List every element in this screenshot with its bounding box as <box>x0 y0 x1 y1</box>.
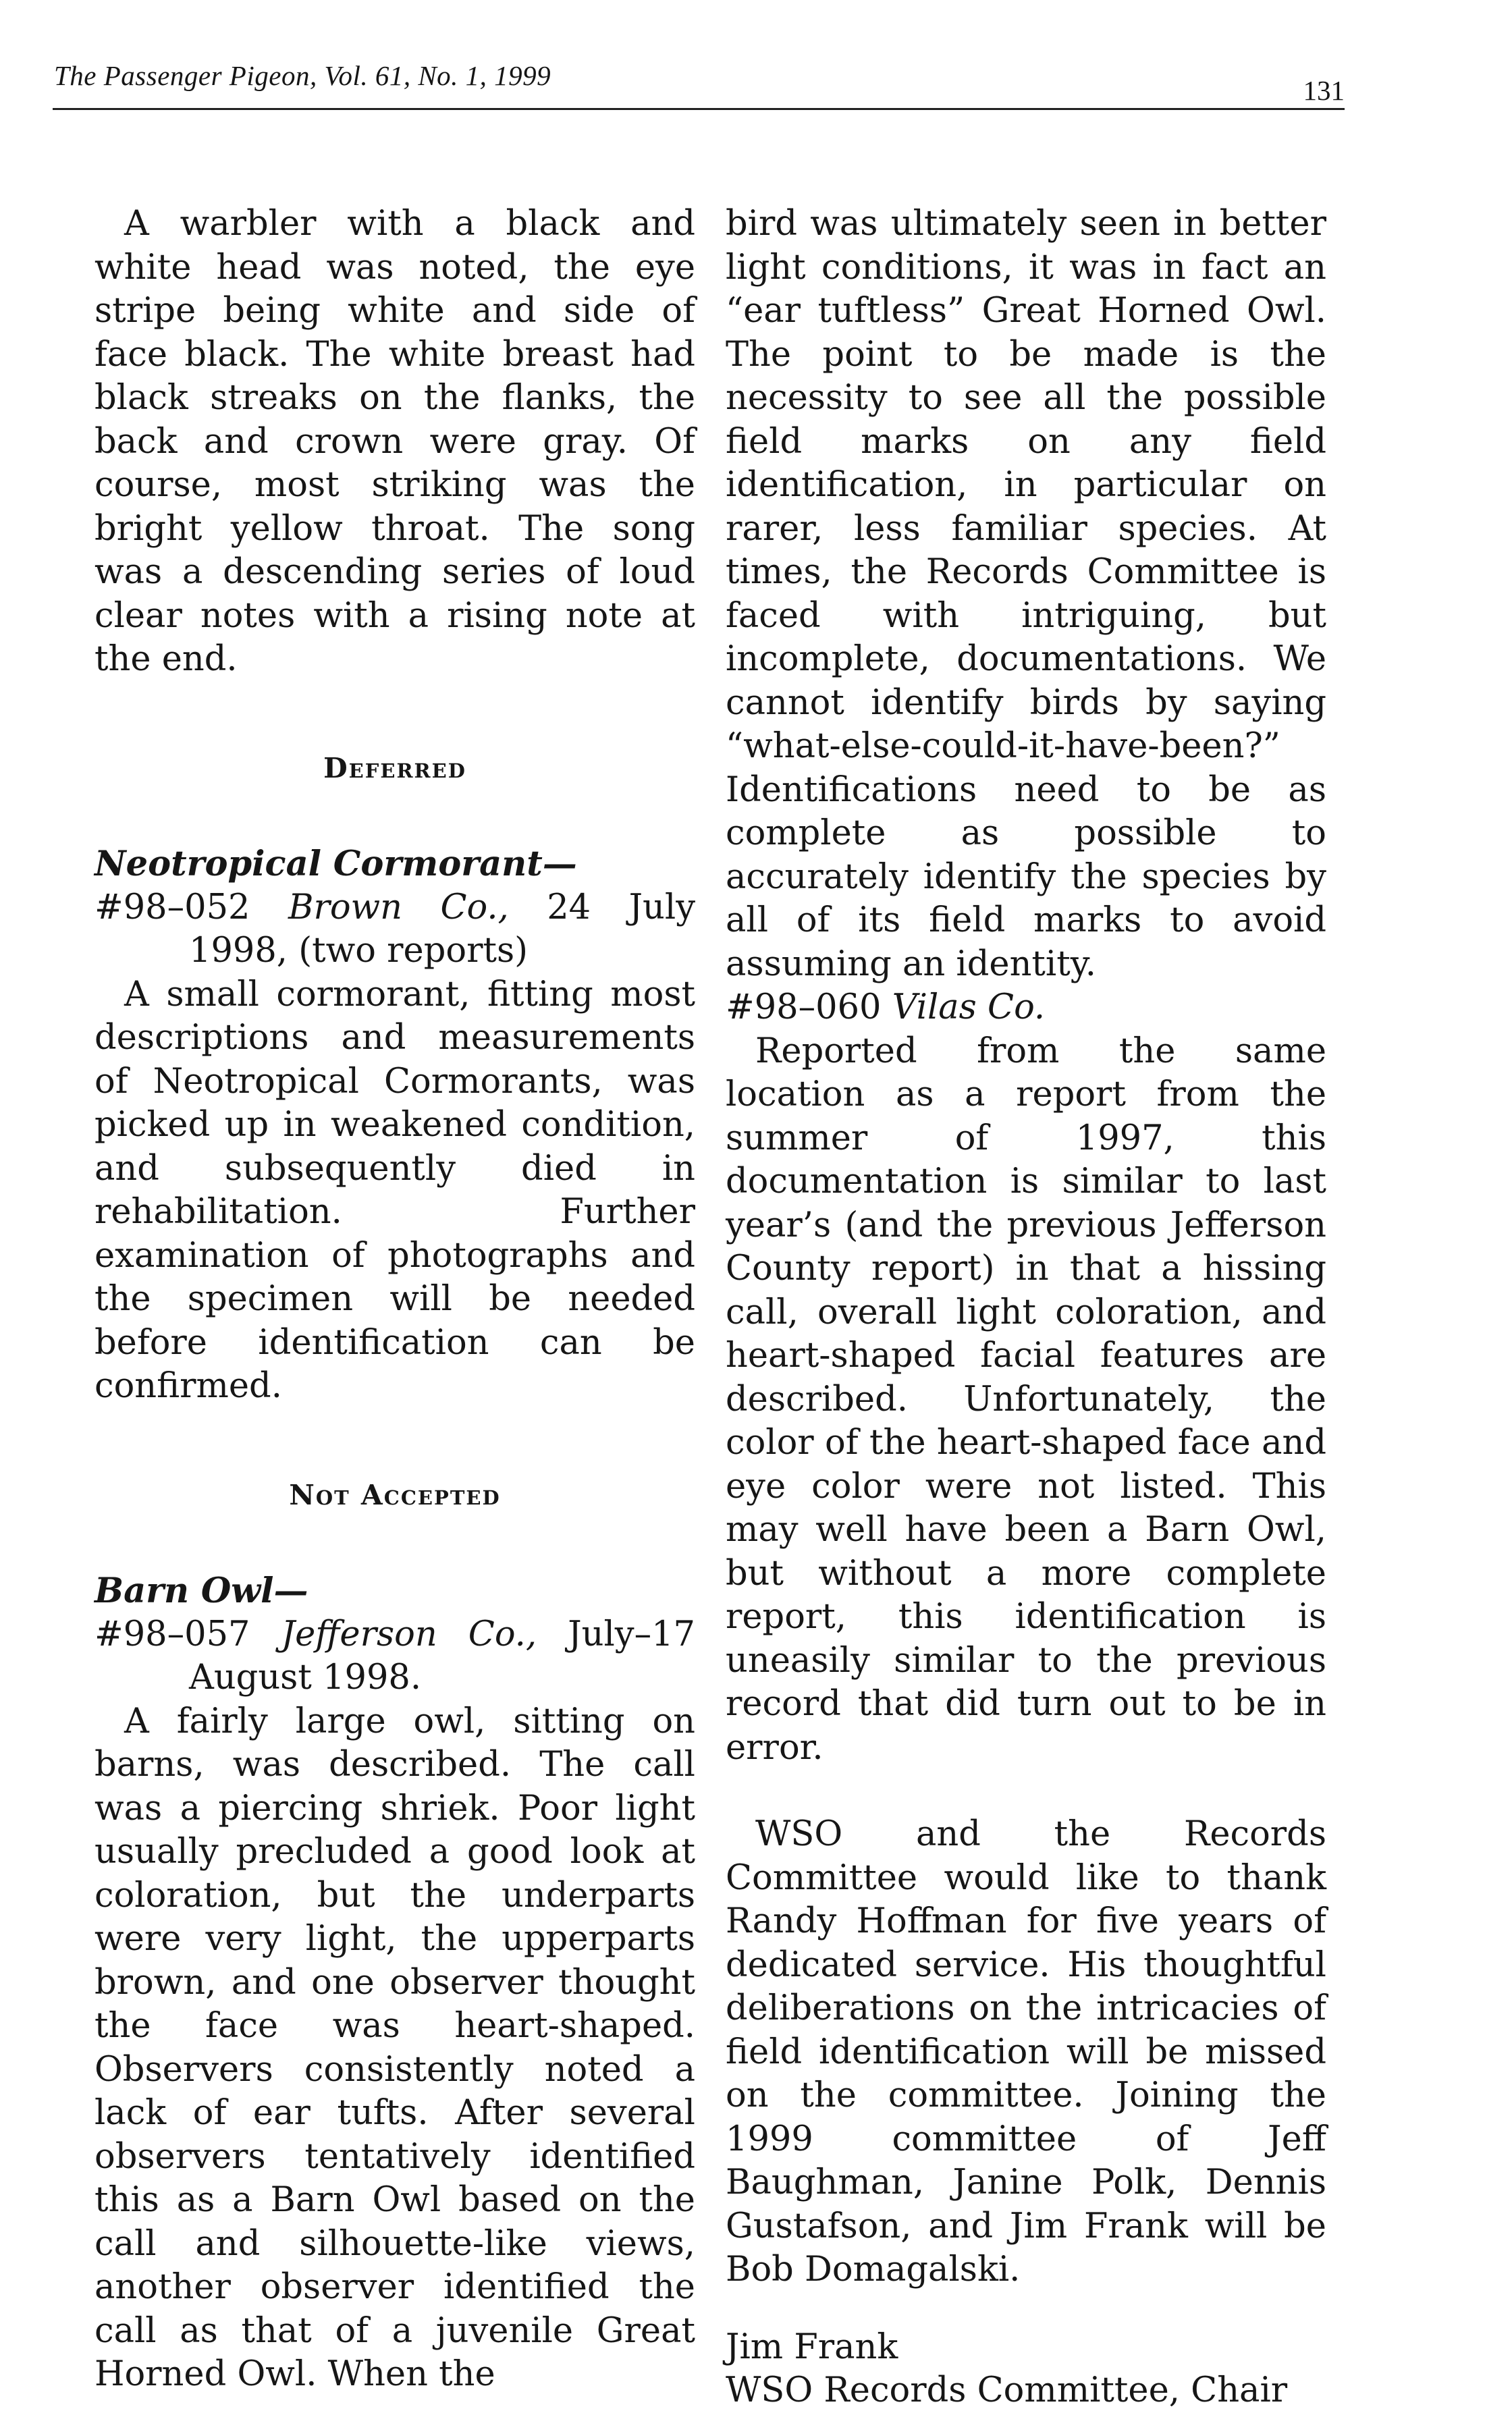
cormorant-record <box>94 886 695 973</box>
record-county: Brown Co., <box>288 887 509 927</box>
record-county: Vilas Co. <box>892 987 1046 1027</box>
record-details: 24 July 1998, (two reports) <box>189 887 696 971</box>
barn-owl-record <box>94 1613 695 1700</box>
vilas-description: Reported from the same location as a report from the summer of 1997, this documentation is similar to last year’s (and the previous Jefferson County report) in that a hissing call, overall light coloration, and heart-shaped facial features are described. Unfortunately, the color of the heart-shaped face and eye color were not listed. This may well have been a Barn Owl, but without a more complete report, this identification is uneasily similar to the previous record that did turn out to be in error. <box>726 1031 1326 1768</box>
warbler-description: A warbler with a black and white head was noted, the eye stripe being white and side of face black. The white breast had black streaks on the flanks, the back and crown were gray. Of course, most striking was the bright yellow throat. The song was a descending series of loud clear notes with a rising note at the end. <box>94 204 695 679</box>
record-number: #98–060 <box>726 987 882 1027</box>
page-number: 131 <box>1303 75 1345 106</box>
running-head: The Passenger Pigeon, Vol. 61, No. 1, 1999 <box>54 60 551 91</box>
record-number: #98–052 <box>94 887 250 927</box>
record-number: #98–057 <box>94 1614 250 1654</box>
record-details: July–17 August 1998. <box>189 1614 696 1698</box>
right-column <box>726 202 1326 2413</box>
record-county: Jefferson Co., <box>281 1614 537 1654</box>
deferred-heading: Deferred <box>323 751 466 784</box>
cormorant-species-name: Neotropical Cormorant— <box>94 844 577 884</box>
vilas-record <box>726 986 1326 1030</box>
signature-title: WSO Records Committee, Chair <box>726 2370 1288 2410</box>
header-rule <box>53 108 1345 110</box>
cormorant-description: A small cormorant, fitting most descriptions and measurements of Neotropical Cormorants, was picked up in weakened condition, and subsequently died in rehabilitation. Further examination of photographs and the specimen will be needed before identification can be confirmed. <box>94 974 695 1406</box>
thanks-paragraph: WSO and the Records Committee would like to thank Randy Hoffman for five years of dedicated service. His thoughtful deliberations on the intricacies of field identification will be missed on the committee. Joining the 1999 committee of Jeff Baughman, Janine Polk, Dennis Gustafson, and Jim Frank will be Bob Domagalski. <box>726 1814 1326 2289</box>
barn-owl-species-name: Barn Owl— <box>94 1571 308 1611</box>
barn-owl-description: A fairly large owl, sitting on barns, was described. The call was a piercing shriek. Poor light usually precluded a good look at coloration, but the underparts were very light, the upperparts brown, and one observer thought the face was heart-shaped. Observers consistently noted a lack of ear tufts. After several observers tentatively identified this as a Barn Owl based on the call and silhouette-like views, another observer identified the call as that of a juvenile Great Horned Owl. When the <box>94 1701 695 2394</box>
signature-name: Jim Frank <box>726 2327 898 2367</box>
not-accepted-heading: Not Accepted <box>289 1478 501 1511</box>
left-column <box>94 202 695 2397</box>
barn-owl-description-continued: bird was ultimately seen in better light conditions, it was in fact an “ear tuftless” Great Horned Owl. The point to be made is the necessity to see all the possible field marks on any field identification, in particular on rarer, less familiar species. At times, the Records Committee is faced with intriguing, but incomplete, documentations. We cannot identify birds by saying “what-else-could-it-have-been?” Identifications need to be as complete as possible to accurately identify the species by all of its field marks to avoid assuming an identity. <box>726 204 1326 984</box>
